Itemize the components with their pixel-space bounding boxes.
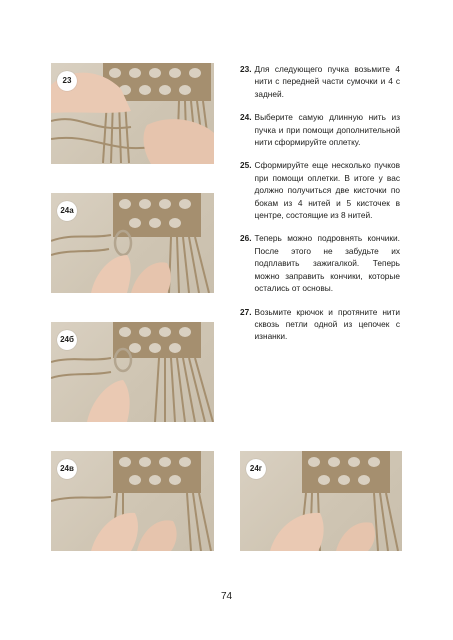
step-text: Выберите самую длинную нить из пучка и при помощи дополнительной нити сформируйте оплетку. [254,112,400,148]
page-number: 74 [220,591,233,602]
step-number: 27. [240,306,252,317]
photo-step-23 [51,63,214,164]
instruction-steps [240,63,400,354]
step-number: 23. [240,64,252,74]
photo-label: 24в [57,459,77,479]
photo-step-24b [51,322,214,422]
step-number: 24. [240,112,252,123]
step-number: 26. [240,233,252,244]
step-text: Для следующего пучка возьмите 4 нити с передней части сумочки и 4 с задней. [254,64,400,99]
step-text: Теперь можно подровнять кончики. После этого не забудьте их подплавить зажигалкой. Теперь можно заправить кончики, которые остались от основы. [254,233,400,294]
step-item [240,232,400,294]
step-item [240,111,400,148]
photo-label: 24а [57,201,77,221]
step-item [240,306,400,343]
photo-label: 24б [57,330,77,350]
photo-label: 24г [246,459,266,479]
step-text: Возьмите крючок и протяните нити сквозь петли одной из цепочек с изнанки. [254,306,400,342]
photo-step-24v [51,451,214,551]
step-item [240,159,400,221]
step-item [240,63,400,100]
photo-step-24a [51,193,214,293]
step-number: 25. [240,160,252,171]
photo-step-24g [240,451,402,551]
photo-label: 23 [57,71,77,91]
step-text: Сформируйте еще несколько пучков при помощи оплетки. В итоге у вас должно получиться две кисточки по бокам из 4 нитей и 5 кисточек в центре, состоящие из 8 нитей. [254,160,400,221]
